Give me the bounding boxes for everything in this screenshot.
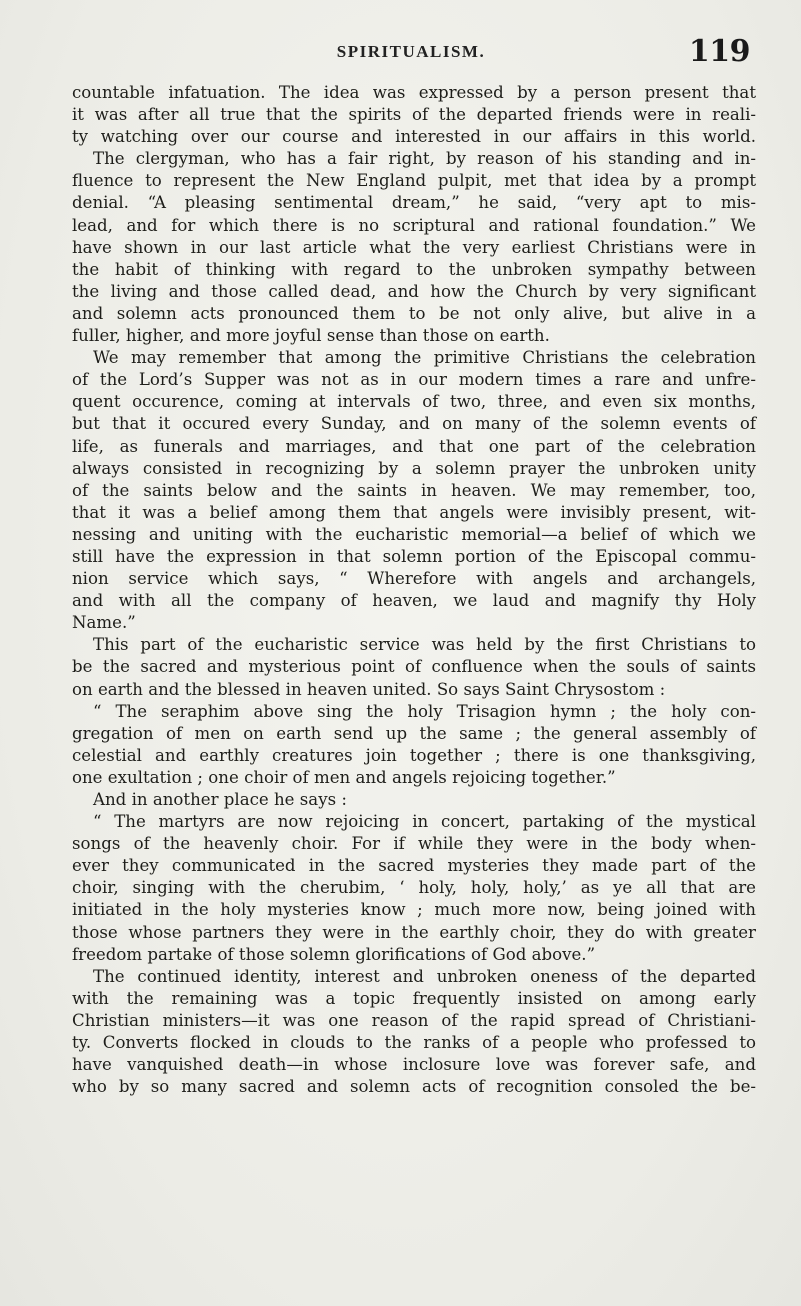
text-line: always consisted in recognizing by a solemn prayer the unbroken unity — [72, 458, 756, 478]
text-line: who by so many sacred and solemn acts of recognition consoled the be- — [72, 1077, 756, 1097]
text-line: This part of the eucharistic service was held by the first Christians to — [93, 635, 756, 655]
body-text — [72, 82, 756, 1098]
page-number: 119 — [688, 34, 750, 69]
text-line: be the sacred and mysterious point of confluence when the souls of saints — [72, 657, 756, 677]
text-line: ever they communicated in the sacred mysteries they made part of the — [72, 856, 756, 876]
text-line: “ The martyrs are now rejoicing in concert, partaking of the mystical — [93, 812, 756, 832]
text-line: songs of the heavenly choir. For if while they were in the body when- — [72, 834, 756, 854]
text-line: one exultation ; one choir of men and angels rejoicing together.” — [72, 767, 616, 787]
text-line: that it was a belief among them that angels were invisibly present, wit- — [72, 502, 756, 522]
text-line: and with all the company of heaven, we laud and magnify thy Holy — [72, 591, 756, 611]
text-line: of the saints below and the saints in heaven. We may remember, too, — [72, 480, 756, 500]
text-line: “ The seraphim above sing the holy Trisagion hymn ; the holy con- — [93, 701, 756, 721]
text-line: The continued identity, interest and unbroken oneness of the departed — [93, 966, 756, 986]
page-header — [72, 34, 750, 74]
text-line: fuller, higher, and more joyful sense than those on earth. — [72, 326, 550, 346]
text-line: Name.” — [72, 613, 136, 633]
text-line: freedom partake of those solemn glorifications of God above.” — [72, 944, 596, 964]
text-line: with the remaining was a topic frequently insisted on among early — [72, 988, 756, 1008]
text-line: it was after all true that the spirits of the departed friends were in reali- — [72, 105, 756, 125]
text-line: the living and those called dead, and how the Church by very significant — [72, 281, 756, 301]
text-line: fluence to represent the New England pulpit, met that idea by a prompt — [72, 171, 756, 191]
text-line: quent occurence, coming at intervals of two, three, and even six months, — [72, 392, 756, 412]
text-line: nion service which says, “ Wherefore with angels and archangels, — [72, 569, 756, 589]
text-line: of the Lord’s Supper was not as in our modern times a rare and unfre- — [72, 370, 756, 390]
text-line: on earth and the blessed in heaven united. So says Saint Chrysostom : — [72, 679, 666, 699]
text-line: ty watching over our course and interested in our affairs in this world. — [72, 127, 756, 147]
text-line: ty. Converts flocked in clouds to the ranks of a people who professed to — [72, 1033, 756, 1053]
text-line: And in another place he says : — [93, 790, 347, 809]
text-line: The clergyman, who has a fair right, by reason of his standing and in- — [93, 149, 756, 169]
text-line: celestial and earthly creatures join together ; there is one thanksgiving, — [72, 745, 756, 765]
text-line: We may remember that among the primitive Christians the celebration — [93, 348, 756, 368]
text-line: the habit of thinking with regard to the unbroken sympathy between — [72, 259, 756, 279]
text-line: initiated in the holy mysteries know ; much more now, being joined with — [72, 900, 756, 920]
text-line: lead, and for which there is no scriptural and rational foundation.” We — [72, 215, 756, 235]
text-line: and solemn acts pronounced them to be not only alive, but alive in a — [72, 303, 756, 323]
text-line: still have the expression in that solemn portion of the Episcopal commu- — [72, 546, 756, 566]
text-line: life, as funerals and marriages, and that one part of the celebration — [72, 436, 756, 456]
text-line: choir, singing with the cherubim, ‘ holy, holy, holy,’ as ye all that are — [72, 878, 756, 898]
text-line: denial. “A pleasing sentimental dream,” he said, “very apt to mis- — [72, 193, 756, 213]
text-line: have vanquished death—in whose inclosure love was forever safe, and — [72, 1055, 756, 1075]
text-line: countable infatuation. The idea was expressed by a person present that — [72, 83, 756, 102]
text-line: gregation of men on earth send up the same ; the general assembly of — [72, 723, 756, 743]
text-line: but that it occured every Sunday, and on many of the solemn events of — [72, 414, 756, 434]
text-line: Christian ministers—it was one reason of the rapid spread of Christiani- — [72, 1010, 756, 1030]
running-head: SPIRITUALISM. — [336, 42, 486, 61]
text-line: those whose partners they were in the earthly choir, they do with greater — [72, 922, 756, 942]
text-line: have shown in our last article what the very earliest Christians were in — [72, 237, 756, 257]
text-line: nessing and uniting with the eucharistic memorial—a belief of which we — [72, 524, 756, 544]
